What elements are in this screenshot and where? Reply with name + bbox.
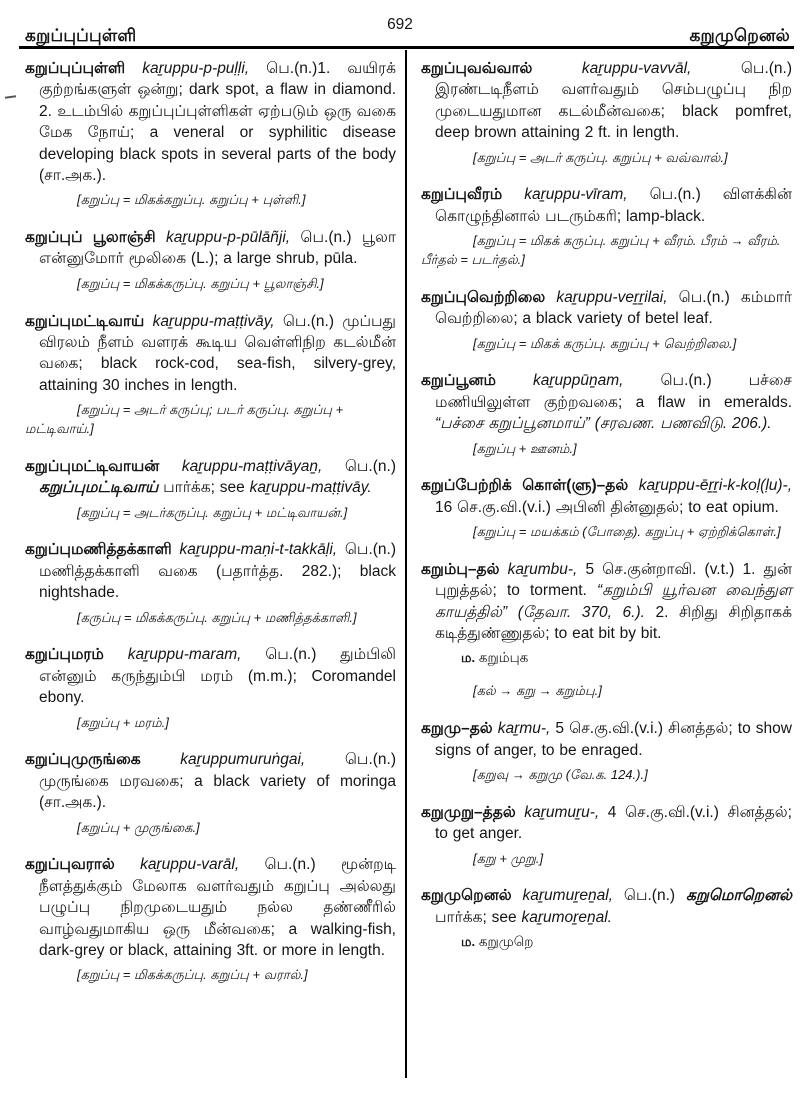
dictionary-entry xyxy=(421,184,792,227)
transliteration: kaṟuppu-p-pūlāñji, xyxy=(166,229,291,247)
definition-text: 2. சிறிது சிறிதாகக் கடித்துண்ணுதல்; to eat bit by bit. xyxy=(435,603,792,643)
definition-text: பெ.(n.) பச்சை மணியிலுள்ள குற்றவகை; a flaw in emeralds. xyxy=(435,372,792,411)
transliteration: kaṟuppūṉam, xyxy=(533,372,624,390)
transliteration: kaṟuppu-veṟṟilai, xyxy=(556,288,668,306)
language-note xyxy=(461,934,792,952)
header-rule xyxy=(19,46,794,49)
note-text: கறும்புக xyxy=(475,650,529,666)
dictionary-entry xyxy=(25,58,396,186)
entry-headword: கறுப்பேற்றிக் கொள்(ளு)–தல் xyxy=(421,477,629,495)
entry-headword: கறுப்புமரம் xyxy=(25,646,104,664)
etymology: [கறுவு → கறுமு (வே.க. 124.).] xyxy=(473,767,648,783)
dictionary-entry xyxy=(25,749,396,813)
etymology: [கறுப்பு = அடர் கருப்பு; படர் கருப்பு. கறுப்பு + மட்டிவாய்.] xyxy=(25,402,344,437)
transliteration: “கறும்பி யூர்வன வைந்துள காயத்தில்” (தேவா. 370, 6.). xyxy=(435,582,792,621)
entry-headword: கறுப்புவவ்வால் xyxy=(421,60,533,77)
transliteration: kaṟuppu-maṭṭivāy, xyxy=(152,312,275,330)
transliteration: kaṟuppu-vīram, xyxy=(524,186,628,204)
dictionary-entry xyxy=(421,885,792,928)
dictionary-entry xyxy=(25,539,396,603)
definition-text: பெ.(n.) xyxy=(322,457,396,475)
transliteration: kaṟumuṟeṉal, xyxy=(522,887,613,905)
dictionary-entry xyxy=(421,802,792,845)
definition-text: பெ.(n.) முருங்கை மரவகை; a black variety of moringa (சா.அக.). xyxy=(39,751,396,812)
transliteration: kaṟumoṟeṉal. xyxy=(521,908,612,926)
entry-headword: கறுமுறு–த்தல் xyxy=(421,803,516,821)
transliteration: kaṟuppu-maṭṭivāyaṉ, xyxy=(181,457,323,475)
entry-headword: கறுப்புமணித்தக்காளி xyxy=(25,541,172,559)
transliteration: kaṟuppu-maram, xyxy=(127,646,242,664)
page-number: 692 xyxy=(387,16,413,33)
etymology: [கறுப்பு = மிகக்கருப்பு. கறுப்பு + வரால்.] xyxy=(77,967,308,983)
etymology: [கறுப்பு = மிகக்கருப்பு. கறுப்பு + பூலாஞ்சி.] xyxy=(77,275,324,291)
etymology: [கறுப்பு = அடர் கருப்பு. கறுப்பு + வவ்வால்.] xyxy=(473,149,728,165)
etymology: [கல் → கறு → கறும்பு.] xyxy=(473,683,602,699)
dictionary-entry xyxy=(421,718,792,761)
running-head-right: கறுமுறெனல் xyxy=(689,26,790,45)
transliteration: kaṟuppu-p-puḷḷi, xyxy=(142,60,250,77)
definition-text: பெ.(n.) மூன்றடி நீளத்துக்கும் மேலாக வளர்வதும் கறுப்பு அல்லது பழுப்பு நிறமுடையதும் நல்ல தண்ணீரில் வாழ்வதுமாகிய ஒரு மீன்வகை; a walking-fish, dark-grey or black, attaining 3ft. or more in length. xyxy=(39,856,396,959)
definition-text: 5 செ.கு.வி.(v.i.) சினத்தல்; to show signs of anger, to be enraged. xyxy=(435,720,792,759)
left-column xyxy=(25,58,396,1002)
entry-headword: கறுப்புமுருங்கை xyxy=(25,751,141,769)
cross-reference: கறுமொறெனல் xyxy=(685,887,792,905)
language-note xyxy=(461,650,792,668)
page-header xyxy=(0,16,800,48)
definition-text: பெ.(n.) இரண்டடிநீளம் வளர்வதும் செம்பழுப்பு நிற முடையதுமான கடல்மீன்வகை; black pomfret, deep brown attaining 2 ft. in length. xyxy=(435,60,792,142)
definition-text: பார்க்க; see xyxy=(435,908,522,926)
etymology: [கறுப்பு = மிகக்கறுப்பு. கறுப்பு + புள்ளி.] xyxy=(77,192,306,208)
definition-text: 5 செ.குன்றாவி. (v.t.) 1. துன் புறுத்தல்; to torment. xyxy=(435,560,792,600)
dictionary-entry xyxy=(421,475,792,518)
entry-headword: கறுப்பூனம் xyxy=(421,372,497,390)
etymology: [கறுப்பு + மரம்.] xyxy=(77,714,169,730)
etymology: [கறுப்பு + ஊனம்.] xyxy=(473,440,577,456)
definition-text: பார்க்க; see xyxy=(158,479,250,497)
definition-text: பெ.(n.) தும்பிலி என்னும் கருந்தும்பி மரம் (m.m.); Coromandel ebony. xyxy=(39,646,396,707)
transliteration: kaṟmu-, xyxy=(497,720,551,738)
transliteration: kaṟumuṟu-, xyxy=(524,803,600,821)
running-head-left: கறுப்புப்புள்ளி xyxy=(25,26,137,45)
note-label: ம. xyxy=(461,934,476,950)
dictionary-entry xyxy=(25,311,396,397)
note-label: ம. xyxy=(461,650,476,666)
transliteration: kaṟuppu-varāl, xyxy=(140,856,240,874)
entry-headword: கறுமு–தல் xyxy=(421,720,493,738)
definition-text: பெ.(n.) கம்மார் வெற்றிலை; a black variety of betel leaf. xyxy=(435,288,792,328)
transliteration: kaṟuppu-maṭṭivāy. xyxy=(249,479,372,497)
etymology: [கறுப்பு + முருங்கை.] xyxy=(77,819,200,835)
definition-text: பெ.(n.) xyxy=(612,887,686,905)
definition-text: 4 செ.கு.வி.(v.i.) சினத்தல்; to get anger. xyxy=(435,803,792,843)
etymology: [கறு + முறு.] xyxy=(473,850,544,866)
definition-text: பெ.(n.)1. வயிரக் குற்றங்களுள் ஒன்று; dark spot, a flaw in diamond. 2. உடம்பில் கறுப்புப்புள்ளிகள் ஏற்படும் ஒரு வகை மேக நோய்; a veneral or syphilitic disease developing black spots in several parts of the body (சா.அக.). xyxy=(39,60,396,184)
right-column xyxy=(421,58,792,966)
cross-reference: கறுப்புமட்டிவாய் xyxy=(39,479,159,497)
etymology: [கறுப்பு = மிகக் கருப்பு. கறுப்பு + வீரம். பீரம் → வீரம். பீர்தல் = படர்தல்.] xyxy=(421,233,781,267)
definition-text: பெ.(n.) விளக்கின் கொழுந்தினால் படரும்கரி; lamp-black. xyxy=(435,186,792,225)
transliteration: kaṟuppumuruṅgai, xyxy=(180,751,306,769)
transliteration: kaṟuppu-ēṟṟi-k-koḷ(ḷu)-, xyxy=(638,477,793,495)
definition-text: 16 செ.கு.வி.(v.i.) அபினி தின்னுதல்; to eat opium. xyxy=(435,498,779,516)
entry-headword: கறுப்புப்புள்ளி xyxy=(25,60,126,77)
dictionary-entry xyxy=(25,854,396,961)
etymology: [கறுப்பு = மிகக் கருப்பு. கறுப்பு + வெற்றிலை.] xyxy=(473,335,737,351)
dictionary-entry xyxy=(421,559,792,645)
etymology: [கறுப்பு = மயக்கம் (போதை). கறுப்பு + ஏற்றிக்கொள்.] xyxy=(473,524,781,540)
margin-mark xyxy=(5,95,16,99)
etymology: [கருப்பு = மிகக்கருப்பு. கறுப்பு + மணித்தக்காளி.] xyxy=(77,609,357,625)
entry-headword: கறுப்புவெற்றிலை xyxy=(421,288,546,306)
definition-text: பெ.(n.) பூலா என்னுமோர் மூலிகை (L.); a large shrub, pūla. xyxy=(39,229,396,268)
entry-headword: கறுமுறெனல் xyxy=(421,887,512,905)
transliteration: kaṟumbu-, xyxy=(507,560,578,578)
transliteration: kaṟuppu-vavvāl, xyxy=(581,60,692,77)
dictionary-entry xyxy=(421,287,792,330)
dictionary-entry xyxy=(25,456,396,499)
dictionary-entry xyxy=(421,58,792,144)
entry-headword: கறுப்புவரால் xyxy=(25,856,115,874)
column-divider xyxy=(405,50,407,1078)
etymology: [கறுப்பு = அடர்கருப்பு. கறுப்பு + மட்டிவாயன்.] xyxy=(77,504,348,520)
definition-text: பெ.(n.) முப்பது விரலம் நீளம் வளரக் கூடிய வெள்ளிநிற கடல்மீன் வகை; black rock-cod, sea-fish, silvery-grey, attaining 30 inches in length. xyxy=(39,312,396,394)
definition-text: பெ.(n.) மணித்தக்காளி வகை (பதார்த்த. 282.); black nightshade. xyxy=(39,541,396,602)
entry-headword: கறுப்புமட்டிவாய் xyxy=(25,312,145,330)
transliteration: kaṟuppu-maṇi-t-takkāḷi, xyxy=(179,541,338,559)
entry-headword: கறுப்புப் பூலாஞ்சி xyxy=(25,229,156,247)
dictionary-entry xyxy=(25,227,396,270)
dictionary-entry xyxy=(25,644,396,708)
note-text: கறுமுறெ xyxy=(475,934,534,950)
entry-headword: கறுப்புமட்டிவாயன் xyxy=(25,457,160,475)
transliteration: “பச்சை கறுப்பூனமாய்” (சரவண. பணவிடு. 206.). xyxy=(435,415,772,433)
entry-headword: கறும்பு–தல் xyxy=(421,560,500,578)
dictionary-entry xyxy=(421,370,792,434)
entry-headword: கறுப்புவீரம் xyxy=(421,186,503,204)
